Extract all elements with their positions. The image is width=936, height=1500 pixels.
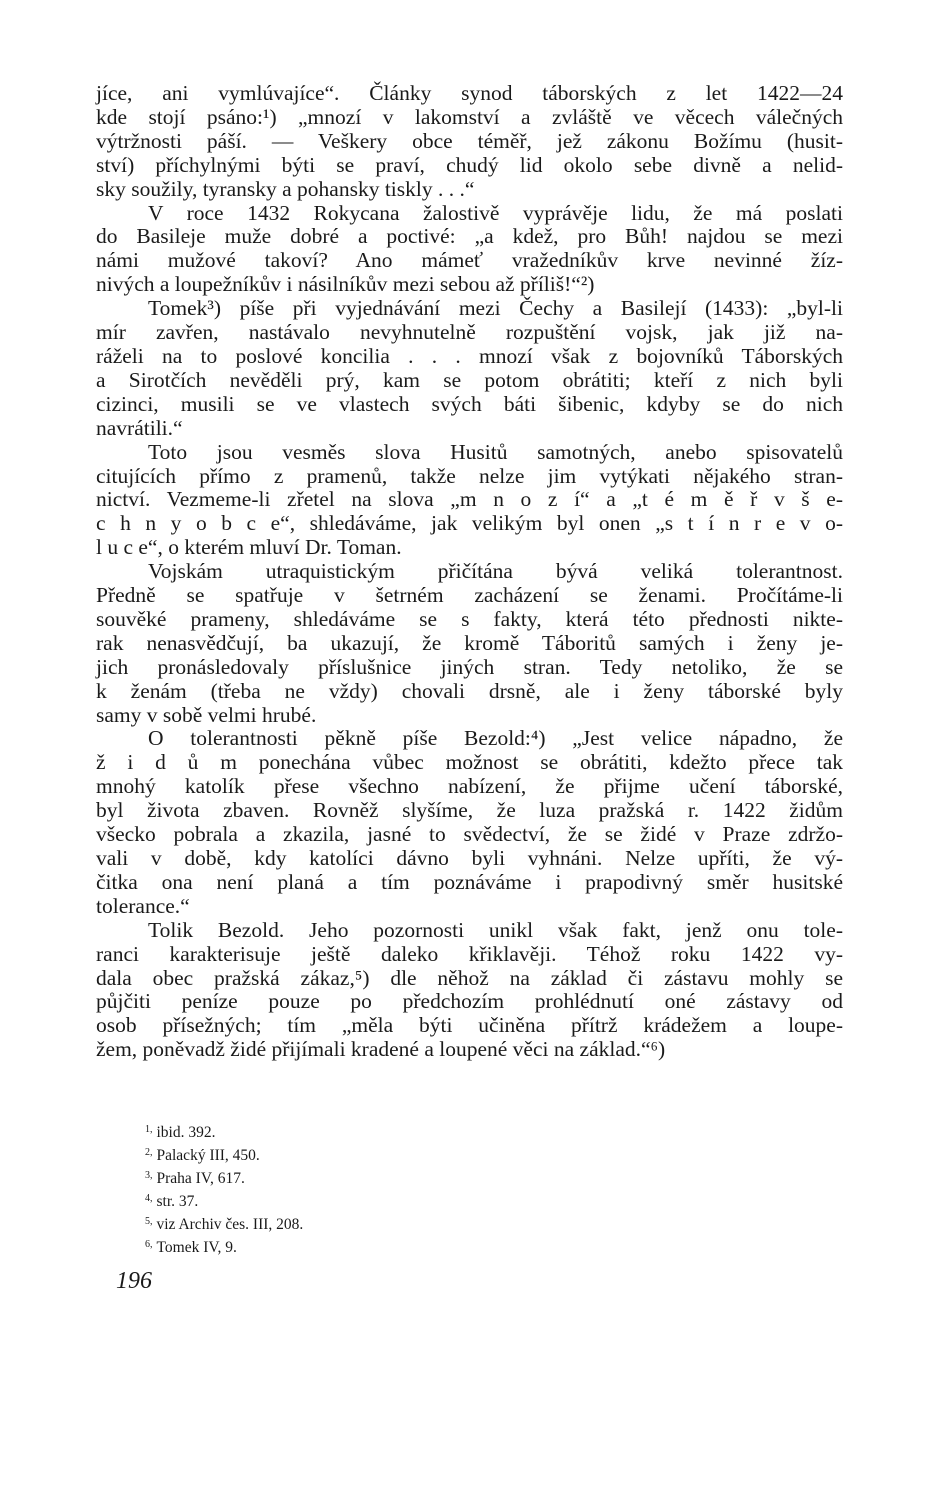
paragraph-3 xyxy=(96,297,843,440)
body-text xyxy=(96,82,843,1062)
paragraph-4 xyxy=(96,441,843,561)
text-line: výtržnosti páší. — Veškery obce téměř, jež zákonu Božímu (husit- xyxy=(96,128,843,153)
footnote-text: Tomek IV, 9. xyxy=(156,1239,237,1256)
text-line: Tolik Bezold. Jeho pozornosti unikl však fakt, jenž onu tole- xyxy=(148,917,843,942)
text-line: navrátili.“ xyxy=(96,415,183,440)
text-line: c h n y o b c e“, shledáváme, jak velikým byl onen „s t í n r e v o- xyxy=(96,511,843,536)
paragraph-5 xyxy=(96,560,843,727)
footnote-mark: 2, xyxy=(145,1147,153,1158)
text-line: l u c e“, o kterém mluví Dr. Toman. xyxy=(96,535,402,560)
footnotes xyxy=(145,1120,545,1258)
text-line: všecko pobrala a zkazila, jasné to svědectví, že se židé v Praze zdržo- xyxy=(96,822,843,847)
text-line: Tomek³) píše při vyjednávání mezi Čechy a Basilejí (1433): „byl-li xyxy=(148,296,843,321)
text-line: nictví. Vezmeme-li zřetel na slova „m n o z í“ a „t é m ě ř v š e- xyxy=(96,487,843,512)
footnote-text: str. 37. xyxy=(156,1193,199,1210)
text-line: ráželi na to poslové koncilia . . . mnozí však z bojovníků Táborských xyxy=(96,343,843,368)
paragraph-6 xyxy=(96,727,843,918)
footnote-text: Palacký III, 450. xyxy=(156,1147,260,1164)
text-line: k ženám (třeba ne vždy) chovali drsně, ale i ženy táborské byly xyxy=(96,678,843,703)
footnote xyxy=(145,1166,545,1189)
text-line: kde stojí psáno:¹) „mnozí v lakomství a zvláště ve věcech válečných xyxy=(96,104,843,129)
text-line: do Basileje muže dobré a poctivé: „a kdež, pro Bůh! najdou se mezi xyxy=(96,224,843,249)
footnote-mark: 1, xyxy=(145,1124,153,1135)
text-line: ranci karakterisuje ještě daleko křiklavěji. Téhož roku 1422 vy- xyxy=(96,941,843,966)
footnote-text: Praha IV, 617. xyxy=(156,1170,245,1187)
paragraph-7 xyxy=(96,919,843,1062)
text-line: citujících přímo z pramenů, takže nelze jim vytýkati nějakého stran- xyxy=(96,463,843,488)
footnote xyxy=(145,1120,545,1143)
page-content xyxy=(96,82,843,1062)
footnote-mark: 5, xyxy=(145,1216,153,1227)
text-line: ství) příchylnými býti se praví, chudý lid okolo sebe divně a nelid- xyxy=(96,152,843,177)
text-line: čitka ona není planá a tím poznáváme i prapodivný směr husitské xyxy=(96,869,843,894)
text-line: sky soužily, tyransky a pohansky tiskly . . .“ xyxy=(96,176,475,201)
footnote xyxy=(145,1143,545,1166)
text-line: mnohý katolík přese všechno nabízení, že přijme učení táborské, xyxy=(96,774,843,799)
text-line: půjčiti peníze pouze po předchozím prohlédnutí oné zástavy od xyxy=(96,989,843,1014)
text-line: tolerance.“ xyxy=(96,893,190,918)
text-line: Vojskám utraquistickým přičítána bývá veliká tolerantnost. xyxy=(148,559,843,584)
text-line: a Sirotčích nevěděli prý, kam se potom obrátiti; kteří z nich byli xyxy=(96,367,843,392)
footnote xyxy=(145,1235,545,1258)
text-line: ž i d ů m ponechána vůbec možnost se obrátiti, kdežto přece tak xyxy=(96,750,843,775)
footnote-mark: 6, xyxy=(145,1239,153,1250)
text-line: samy v sobě velmi hrubé. xyxy=(96,702,317,727)
footnote-mark: 4, xyxy=(145,1193,153,1204)
footnote xyxy=(145,1189,545,1212)
text-line: nivých a loupežníkův i násilníkův mezi sebou až příliš!“²) xyxy=(96,272,595,297)
text-line: dala obec pražská zákaz,⁵) dle něhož na základ či zástavu mohly se xyxy=(96,965,843,990)
page-number: 196 xyxy=(116,1268,152,1294)
text-line: jíce, ani vymlúvajíce“. Články synod táborských z let 1422—24 xyxy=(96,81,843,105)
footnote-text: ibid. 392. xyxy=(156,1124,216,1141)
text-line: osob přísežných; tím „měla býti učiněna přítrž krádežem a loupe- xyxy=(96,1013,843,1038)
text-line: souvěké prameny, shledáváme se s fakty, která této přednosti nikte- xyxy=(96,606,843,631)
text-line: O tolerantnosti pěkně píše Bezold:⁴) „Jest velice nápadno, že xyxy=(148,726,843,751)
paragraph-2 xyxy=(96,202,843,298)
text-line: rak nenasvědčují, ba ukazují, že kromě Táboritů samých i ženy je- xyxy=(96,630,843,655)
text-line: mír zavřen, nastávalo nevyhnutelně rozpuštění vojsk, jak již na- xyxy=(96,320,843,345)
text-line: námi mužové takoví? Ano mámeť vražedníkův krve nevinné žíz- xyxy=(96,248,843,273)
text-line: Předně se spatřuje v šetrném zacházení se ženami. Pročítáme-li xyxy=(96,583,843,608)
text-line: žem, poněvadž židé přijímali kradené a loupené věci na základ.“⁶) xyxy=(96,1037,666,1062)
text-line: byl života zbaven. Rovněž slyšíme, že luza pražská r. 1422 židům xyxy=(96,798,843,823)
footnote xyxy=(145,1212,545,1235)
text-line: cizinci, musili se ve vlastech svých báti šibenic, kdyby se do nich xyxy=(96,391,843,416)
paragraph-1 xyxy=(96,82,843,202)
footnote-text: viz Archiv čes. III, 208. xyxy=(156,1216,304,1233)
footnote-mark: 3, xyxy=(145,1170,153,1181)
text-line: Toto jsou vesměs slova Husitů samotných, anebo spisovatelů xyxy=(148,439,843,464)
text-line: V roce 1432 Rokycana žalostivě vyprávěje lidu, že má poslati xyxy=(148,200,843,225)
text-line: jich pronásledovaly příslušnice jiných stran. Tedy netoliko, že se xyxy=(96,654,843,679)
text-line: vali v době, kdy katolíci dávno byli vyhnáni. Nelze upříti, že vý- xyxy=(96,846,843,870)
